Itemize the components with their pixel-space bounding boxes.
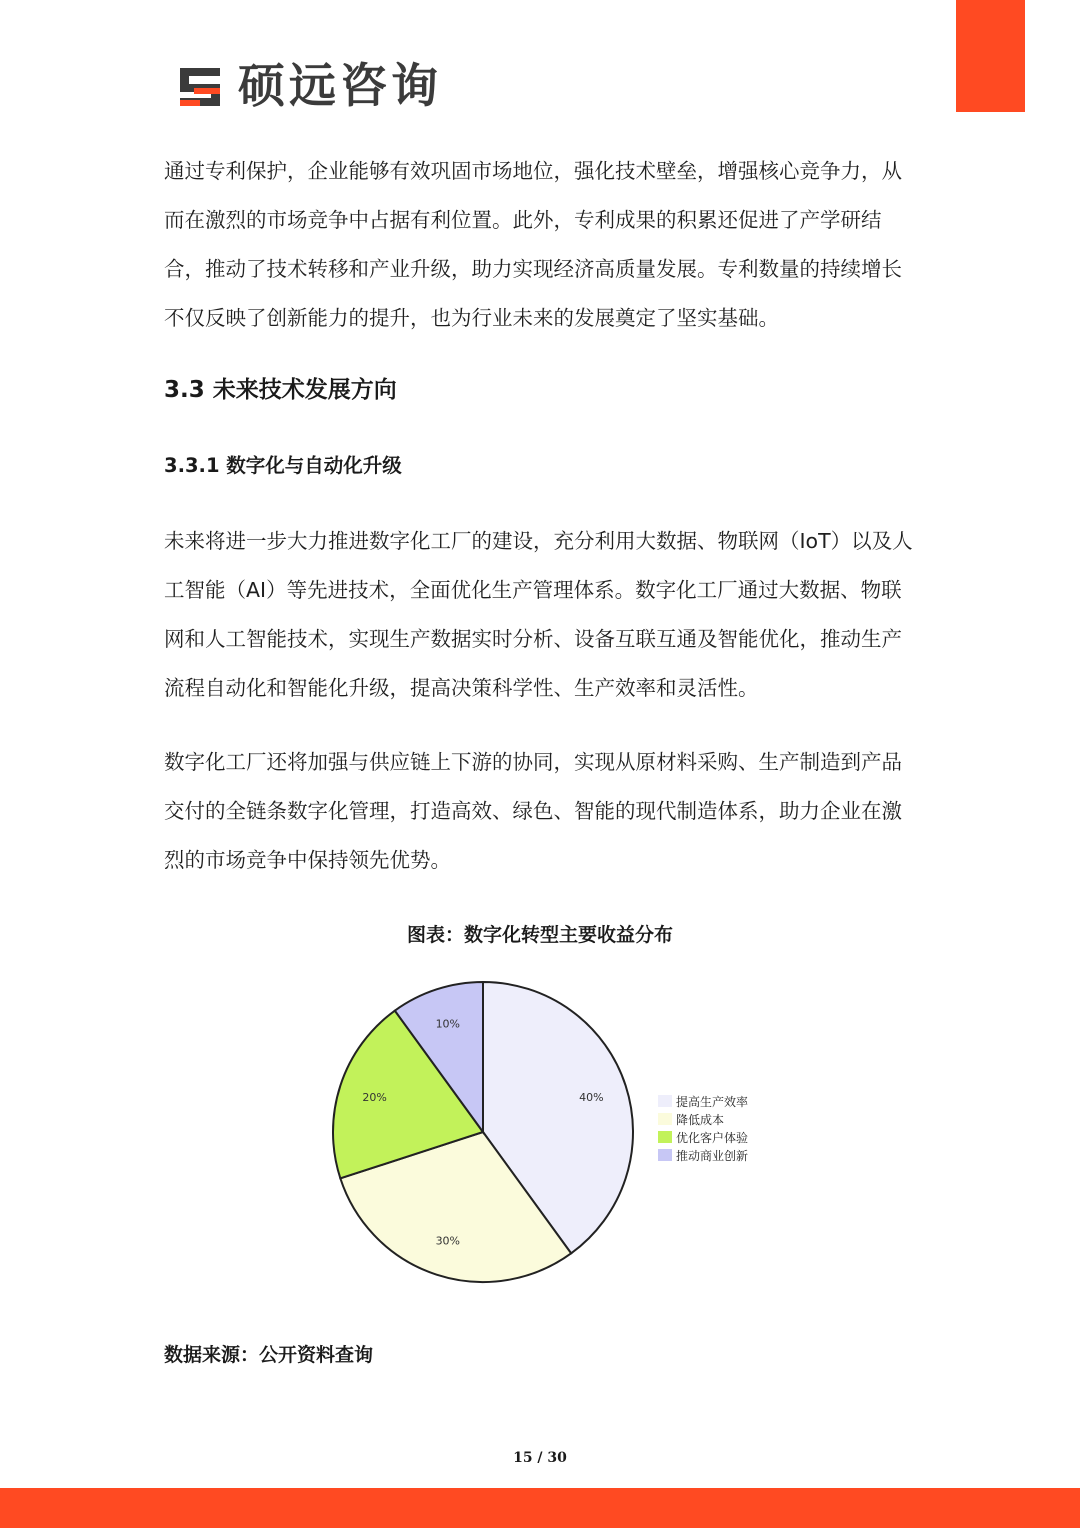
data-source: 数据来源：公开资料查询 [164, 1344, 374, 1366]
pie-slice-label-1: 40% [579, 1090, 604, 1104]
legend-label-3: 优化客户体验 [676, 1131, 749, 1145]
figure-title: 图表：数字化转型主要收益分布 [406, 924, 673, 946]
pie-chart [300, 960, 800, 1310]
legend-label-1: 提高生产效率 [676, 1095, 749, 1109]
pie-slice-label-2: 30% [435, 1234, 461, 1248]
legend-swatch-2 [658, 1113, 672, 1125]
legend-label-4: 推动商业创新 [676, 1149, 749, 1163]
legend-swatch-1 [658, 1095, 672, 1107]
legend-swatch-3 [658, 1131, 672, 1143]
legend-label-2: 降低成本 [676, 1113, 725, 1127]
pie-slice-label-4: 10% [435, 1017, 461, 1031]
page-number: 15 / 30 [513, 1450, 567, 1466]
paragraph-supply-chain: 数字化工厂还将加强与供应链上下游的协同，实现从原材料采购、生产制造到产品交付的全链条数字化管理，打造高效、绿色、智能的现代制造体系，助力企业在激烈的市场竞争中保持领先优势。 [164, 750, 902, 872]
legend-swatch-4 [658, 1149, 672, 1161]
pie-slice-label-3: 20% [362, 1090, 387, 1104]
logo-text: 硕远咨询 [238, 59, 442, 114]
section-heading-3-3: 3.3 未来技术发展方向 [164, 377, 397, 403]
subsection-heading-3-3-1: 3.3.1 数字化与自动化升级 [164, 454, 402, 477]
footer-accent-bar [0, 1488, 1080, 1528]
logo-mark-icon [176, 62, 226, 112]
corner-accent-tab [956, 0, 1025, 112]
paragraph-digital-factory: 未来将进一步大力推进数字化工厂的建设，充分利用大数据、物联网（IoT）以及人工智能（AI）等先进技术，全面优化生产管理体系。数字化工厂通过大数据、物联网和人工智能技术，实现生产数据实时分析、设备互联互通及智能优化，推动生产流程自动化和智能化升级，提高决策科学性、生产效率和灵活性。 [164, 529, 913, 700]
company-logo [176, 60, 442, 114]
paragraph-patent-summary: 通过专利保护，企业能够有效巩固市场地位，强化技术壁垒，增强核心竞争力，从而在激烈的市场竞争中占据有利位置。此外，专利成果的积累还促进了产学研结合，推动了技术转移和产业升级，助力实现经济高质量发展。专利数量的持续增长不仅反映了创新能力的提升，也为行业未来的发展奠定了坚实基础。 [164, 159, 902, 330]
